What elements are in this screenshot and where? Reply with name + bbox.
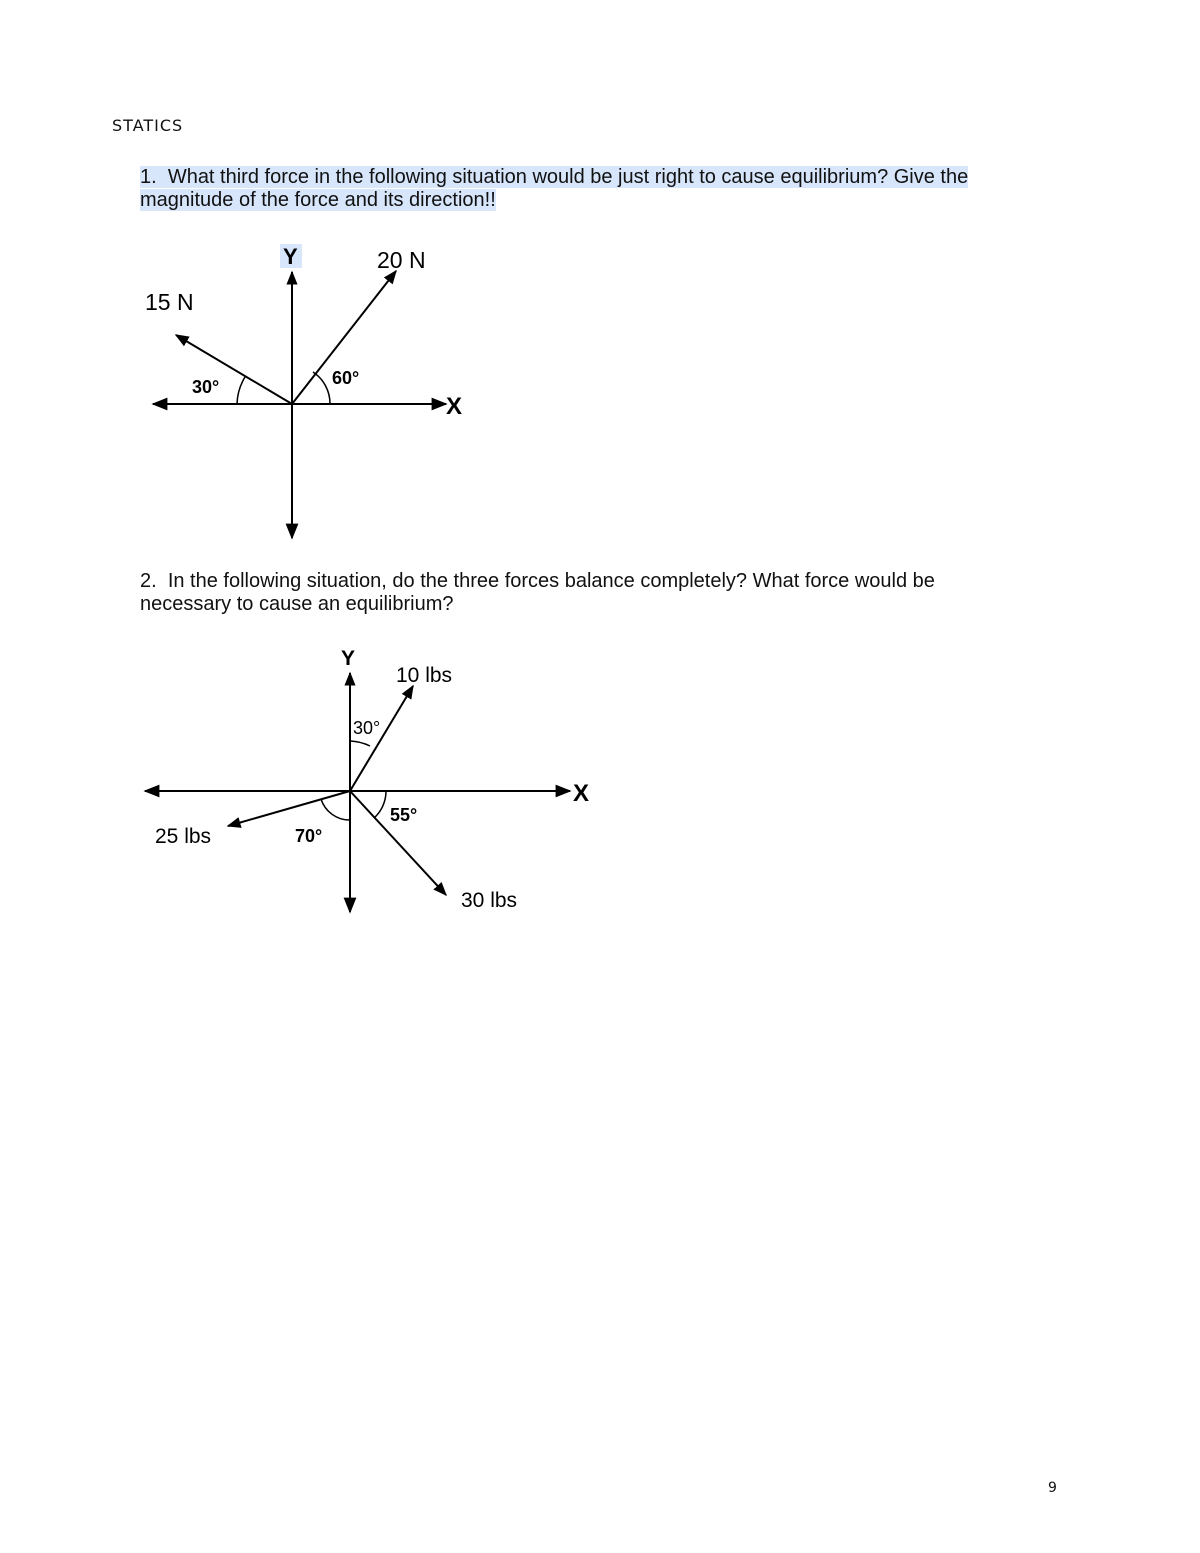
page-number: 9 [1048,1480,1057,1496]
diagram-2 [145,647,589,912]
angle-55-label: 55° [390,805,418,825]
force-10lbs-arrow [350,686,413,791]
x-axis-label: X [573,780,590,807]
angle-30-arc [237,377,245,404]
x-axis-label: X [446,393,463,420]
question-2-number: 2. [140,570,157,592]
y-axis-label: Y [341,647,356,670]
angle-60-label: 60° [332,368,360,388]
question-2-line-1: In the following situation, do the three forces balance completely? What force would be [167,570,935,592]
force-15n-label: 15 N [145,289,194,315]
force-20n-label: 20 N [377,247,426,273]
force-30lbs-label: 30 lbs [461,889,518,912]
angle-70-label: 70° [295,826,323,846]
diagram-1 [145,244,462,538]
angle-60-arc [313,372,330,404]
angle-55-arc [374,791,386,818]
force-25lbs-arrow [228,791,350,826]
question-1-line-1: 1. What third force in the following situation would be just right to cause equilibrium? Give the [140,166,969,188]
force-10lbs-label: 10 lbs [396,664,453,687]
angle-30-label: 30° [353,718,381,738]
question-1-number: 1. [140,166,157,188]
angle-30-label: 30° [192,377,220,397]
page-header: STATICS [112,116,184,135]
angle-30-arc [350,741,370,746]
angle-70-arc [321,799,350,820]
question-2-line-2: necessary to cause an equilibrium? [140,593,454,615]
force-25lbs-label: 25 lbs [155,825,212,848]
y-axis-label: Y [283,244,298,269]
question-1-line-2: magnitude of the force and its direction!! [140,189,496,211]
